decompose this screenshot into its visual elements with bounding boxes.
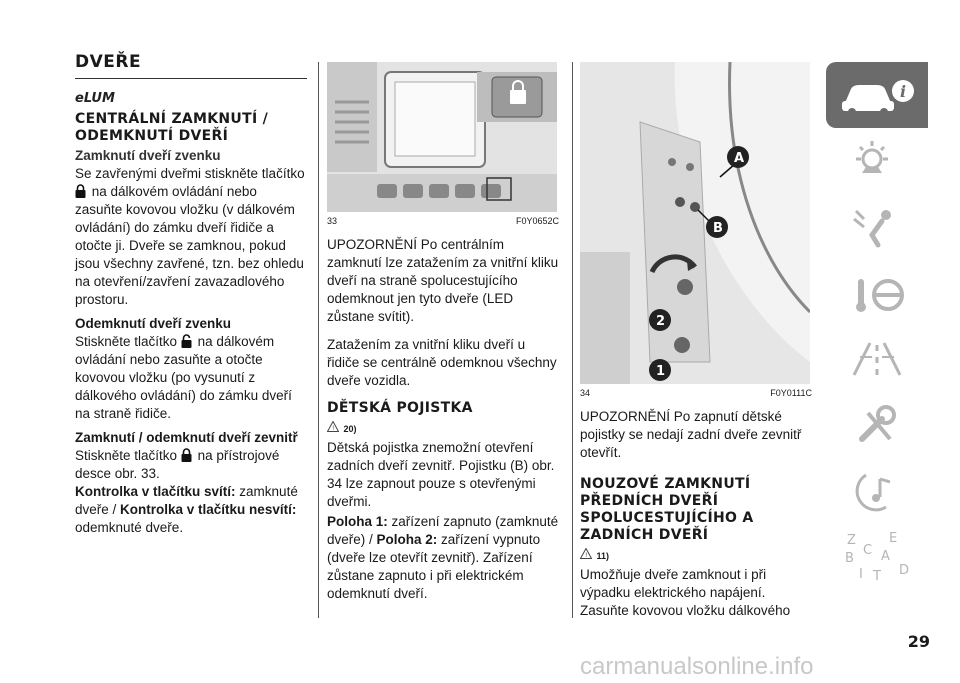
paragraph-lock-outside [75, 165, 307, 309]
text: Se zavřenými dveřmi stiskněte tlačítko [75, 166, 305, 181]
warning-icon [580, 548, 592, 559]
elum-logo [75, 87, 307, 107]
paragraph-indicator [75, 483, 307, 537]
warning-number: 20) [343, 424, 357, 434]
side-tab-nav [826, 62, 928, 590]
text: odemknuté dveře. [75, 520, 184, 535]
bold-text: Poloha 1: [327, 514, 388, 529]
airbag-seat-icon [842, 205, 912, 249]
paragraph-driver-handle: Zatažením za vnitřní kliku dveří u řidiče se centrálně odemknou všechny dveře vozidla. [327, 337, 557, 388]
svg-text:!: ! [585, 552, 588, 559]
road-lines-icon [842, 337, 912, 381]
paragraph-positions [327, 513, 559, 603]
heading-unlock-outside: Odemknutí dveří zvenku [75, 316, 232, 331]
index-letter: E [889, 531, 898, 546]
steering-key-icon [842, 271, 912, 315]
lock-icon [75, 184, 86, 198]
paragraph-note: UPOZORNĚNÍ Po zapnutí dětské pojistky se nedají zadní dveře zevnitř otevřít. [580, 409, 802, 460]
door-lock-illustration [580, 62, 810, 384]
index-letter: A [881, 549, 890, 564]
tab-multimedia[interactable] [826, 458, 928, 524]
warning-ref [580, 546, 812, 564]
watermark: carmanualsonline.info [580, 653, 814, 680]
index-letter: C [863, 543, 873, 558]
car-info-icon [837, 73, 917, 117]
text: zamknuté dveře / [75, 484, 298, 517]
figure-number: 34 [580, 388, 591, 398]
figure-33 [327, 62, 557, 212]
text: zařízení zapnuto (zamknuté dveře) / [327, 514, 559, 547]
index-letter: I [859, 567, 863, 582]
tab-safety[interactable] [826, 194, 928, 260]
tab-warning-lights[interactable] [826, 128, 928, 194]
tools-icon [842, 403, 912, 447]
warning-lights-icon [842, 139, 912, 183]
emergency-lock-title: NOUZOVÉ ZAMKNUTÍ PŘEDNÍCH DVEŘÍ SPOLUCESTUJÍCÍHO A ZADNÍCH DVEŘÍ [580, 476, 754, 543]
page-number: 29 [907, 632, 930, 651]
paragraph-lock-inside [75, 447, 307, 483]
heading-lock-outside: Zamknutí dveří zvenku [75, 148, 221, 163]
figure-number: 33 [327, 216, 338, 226]
dashboard-illustration [327, 62, 557, 212]
figure-34 [580, 62, 810, 384]
text: Stiskněte tlačítko [75, 334, 178, 349]
index-letter: T [873, 569, 881, 584]
tab-driving-assist[interactable] [826, 326, 928, 392]
heading-lock-inside: Zamknutí / odemknutí dveří zevnitř [75, 430, 298, 445]
child-lock-title: DĚTSKÁ POJISTKA [327, 400, 473, 416]
text: na přístrojové desce obr. 33. [75, 448, 280, 481]
title-rule [75, 78, 307, 79]
label-a: A [734, 151, 745, 166]
text: zařízení vypnuto (dveře lze otevřít zevnitř). Zařízení zůstane zapnuto i při elektrickém odemknutí dveří. [327, 532, 541, 601]
label-b: B [713, 221, 723, 236]
text: na dálkovém ovládání nebo zasuňte kovovou vložku (v dálkovém ovládání) do zámku dveří řidiče a otočte ji. Dveře se zamknou, pokud jsou všechny zavřené, tzn. bez ohledu na otevření/zavření zavazadlového prostoru. [75, 184, 304, 307]
column-left [75, 52, 307, 537]
bold-text: Kontrolka v tlačítku nesvítí: [120, 502, 297, 517]
bold-text: Kontrolka v tlačítku svítí: [75, 484, 236, 499]
tab-starting-driving[interactable] [826, 260, 928, 326]
paragraph-child-lock: Dětská pojistka znemožní otevření zadních dveří zevnitř. Pojistku (B) obr. 34 lze zapnout pouze s otevřenými dveřmi. [327, 440, 555, 509]
unlock-icon [181, 334, 192, 348]
index-letter: Z [847, 533, 856, 548]
label-1: 1 [656, 364, 666, 379]
warning-number: 11) [596, 551, 609, 561]
column-middle [327, 52, 559, 603]
tab-index[interactable] [826, 524, 928, 590]
figure-caption [327, 216, 559, 226]
elum-logo-text: eLUM [75, 91, 115, 105]
warning-icon [327, 421, 339, 432]
index-letter: B [845, 551, 854, 566]
figure-caption [580, 388, 812, 398]
column-divider [318, 62, 319, 618]
text: na dálkovém ovládání nebo zasuňte a otočte kovovou vložku (po vysunutí z dálkového ovládání) do zámku dveří na straně řidiče. [75, 334, 292, 421]
paragraph-unlock-outside [75, 333, 307, 423]
index-letter: D [899, 563, 910, 578]
paragraph-note: UPOZORNĚNÍ Po centrálním zamknutí lze zatažením za vnitřní kliku dveří na straně spolucestujícího odemknout jen tyto dveře (LED zůstane svítit). [327, 237, 559, 324]
label-2: 2 [656, 314, 666, 329]
info-glyph: i [900, 82, 907, 101]
tab-car-info[interactable] [826, 62, 928, 128]
warning-ref [327, 419, 559, 437]
subsection-title: CENTRÁLNÍ ZAMKNUTÍ / ODEMKNUTÍ DVEŘÍ [75, 111, 269, 144]
index-letters-icon [837, 530, 917, 584]
media-icon [842, 469, 912, 513]
lock-icon [181, 448, 192, 462]
column-right [580, 52, 812, 620]
bold-text: Poloha 2: [376, 532, 438, 547]
svg-text:!: ! [332, 425, 335, 432]
column-divider [572, 62, 573, 618]
figure-code: F0Y0652C [515, 216, 559, 226]
section-title: DVEŘE [75, 52, 142, 72]
paragraph-emergency-lock: Umožňuje dveře zamknout i při výpadku elektrického napájení. Zasuňte kovovou vložku dálkového [580, 567, 791, 618]
figure-code: F0Y0111C [770, 388, 812, 398]
text: Stiskněte tlačítko [75, 448, 178, 463]
tab-emergency[interactable] [826, 392, 928, 458]
